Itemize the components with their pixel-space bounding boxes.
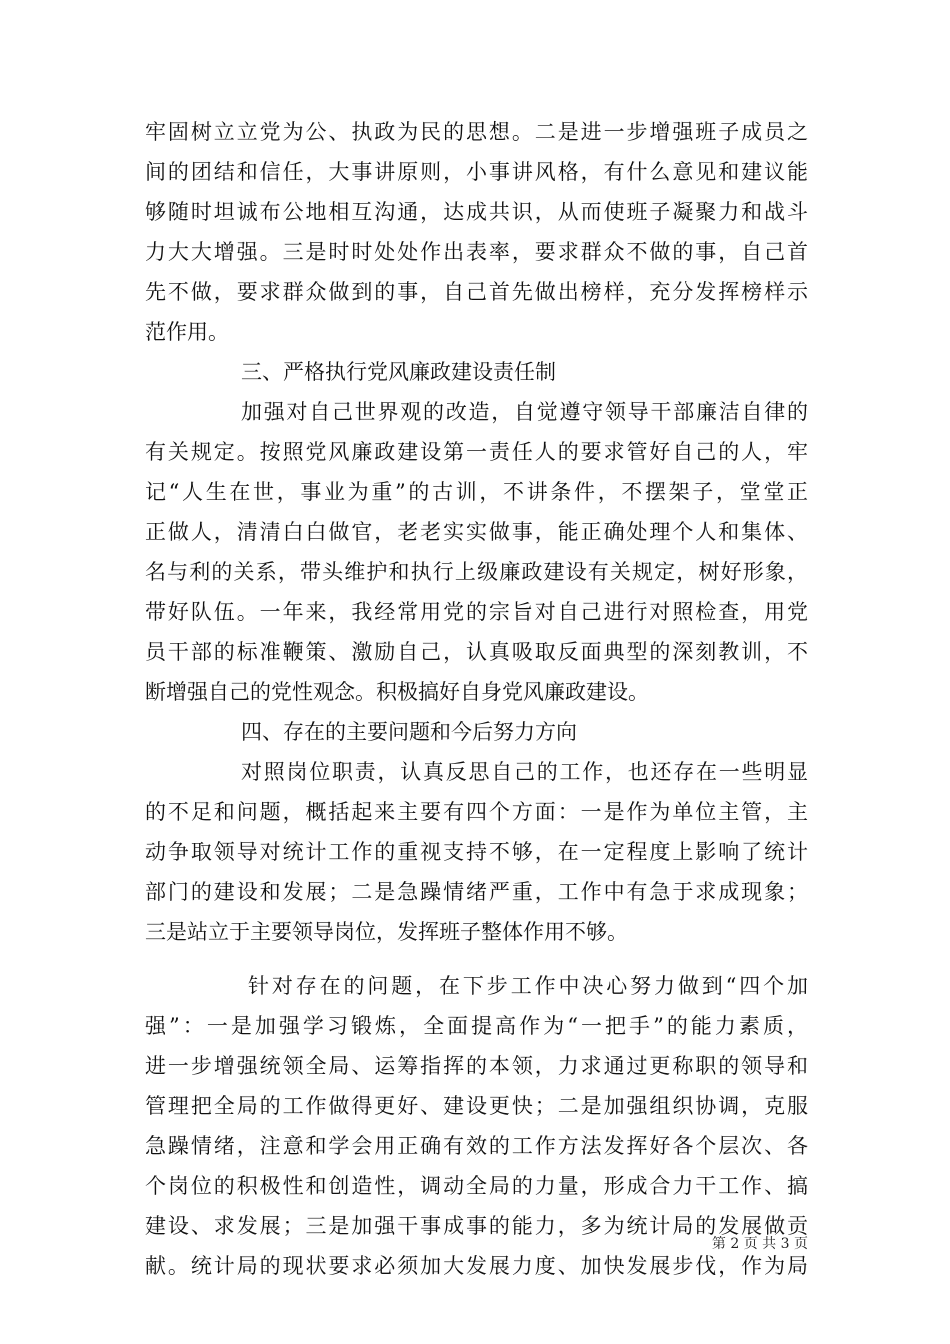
- text-line: 部门的建设和发展；二是急躁情绪严重，工作中有急于求成现象；: [145, 880, 808, 904]
- section-3-paragraph: [145, 392, 808, 712]
- text-line: 有关规定。按照党风廉政建设第一责任人的要求管好自己的人，牢: [145, 440, 808, 464]
- section-heading-3: 三、严格执行党风廉政建设责任制: [241, 360, 556, 384]
- text-line: 员干部的标准鞭策、激励自己，认真吸取反面典型的深刻教训，不: [145, 640, 808, 664]
- text-line: 三是站立于主要领导岗位，发挥班子整体作用不够。: [145, 920, 628, 944]
- text-line: 名与利的关系，带头维护和执行上级廉政建设有关规定，树好形象，: [145, 560, 808, 584]
- text-line: 牢固树立立党为公、执政为民的思想。二是进一步增强班子成员之: [145, 120, 808, 144]
- text-line: 动争取领导对统计工作的重视支持不够，在一定程度上影响了统计: [145, 840, 808, 864]
- text-line: 的不足和问题，概括起来主要有四个方面：一是作为单位主管，主: [145, 800, 808, 824]
- text-line: 带好队伍。一年来，我经常用党的宗旨对自己进行对照检查，用党: [145, 600, 808, 624]
- section-heading-4: 四、存在的主要问题和今后努力方向: [241, 720, 577, 744]
- text-line: 针对存在的问题，在下步工作中决心努力做到“四个加: [248, 974, 808, 998]
- document-body: [145, 112, 808, 1286]
- text-line: 够随时坦诚布公地相互沟通，达成共识，从而使班子凝聚力和战斗: [145, 200, 808, 224]
- paragraph-continuation: [145, 112, 808, 352]
- text-line: 力大大增强。三是时时处处作出表率，要求群众不做的事，自己首: [145, 240, 808, 264]
- text-line: 间的团结和信任，大事讲原则，小事讲风格，有什么意见和建议能: [145, 160, 808, 184]
- text-line: 正做人，清清白白做官，老老实实做事，能正确处理个人和集体、: [145, 520, 808, 544]
- text-line: 加强对自己世界观的改造，自觉遵守领导干部廉洁自律的: [241, 400, 808, 424]
- section-4-paragraph: [145, 752, 808, 952]
- text-line: 断增强自己的党性观念。积极搞好自身党风廉政建设。: [145, 680, 649, 704]
- text-line: 对照岗位职责，认真反思自己的工作，也还存在一些明显: [241, 760, 808, 784]
- text-line: 范作用。: [145, 320, 229, 344]
- text-line: 先不做，要求群众做到的事，自己首先做出榜样，充分发挥榜样示: [145, 280, 808, 304]
- text-line: 个岗位的积极性和创造性，调动全局的力量，形成合力干工作、搞: [145, 1174, 808, 1198]
- text-line: 记“人生在世，事业为重”的古训，不讲条件，不摆架子，堂堂正: [145, 480, 808, 504]
- text-line: 管理把全局的工作做得更好、建设更快；二是加强组织协调，克服: [145, 1094, 808, 1118]
- text-line: 急躁情绪，注意和学会用正确有效的工作方法发挥好各个层次、各: [145, 1134, 808, 1158]
- section-4b-paragraph: [145, 966, 808, 1286]
- page-number: 第 2 页 共 3 页: [711, 1236, 808, 1252]
- text-line: 建设、求发展；三是加强干事成事的能力，多为统计局的发展做贡: [145, 1214, 808, 1238]
- text-line: 强”：一是加强学习锻炼，全面提高作为“一把手”的能力素质，: [145, 1014, 808, 1038]
- text-line: 进一步增强统领全局、运筹指挥的本领，力求通过更称职的领导和: [145, 1054, 808, 1078]
- text-line: 献。统计局的现状要求必须加大发展力度、加快发展步伐，作为局: [145, 1254, 808, 1278]
